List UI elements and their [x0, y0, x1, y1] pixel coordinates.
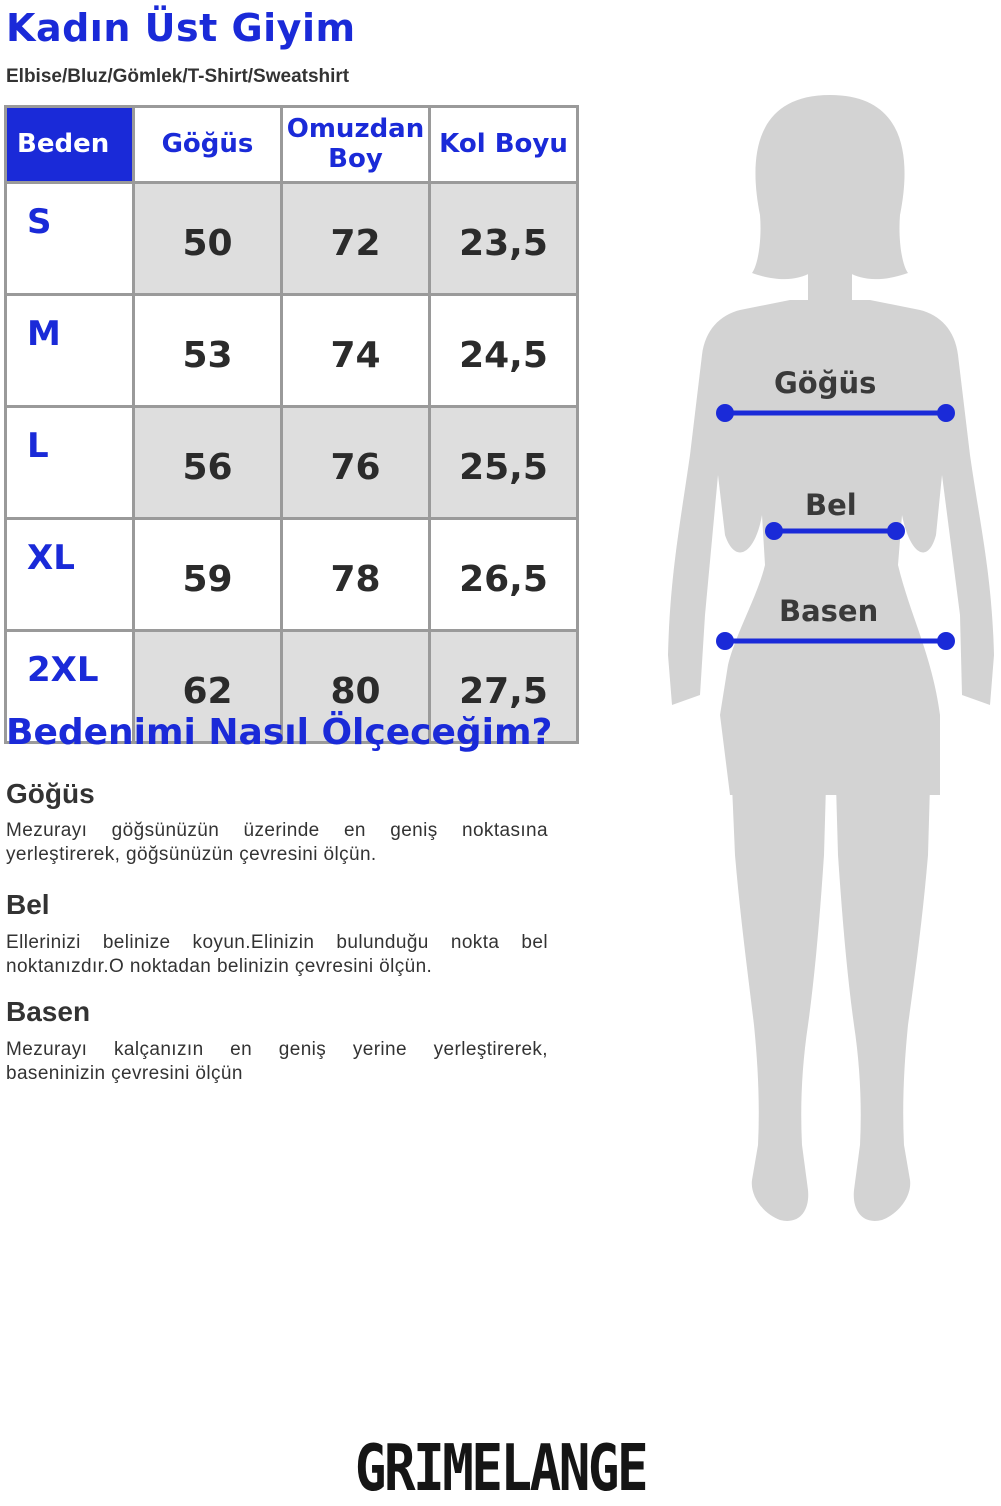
size-cell: L — [6, 407, 134, 519]
bel-section-text: Ellerinizi belinize koyun.Elinizin bulunduğu nokta bel noktanızdır.O noktadan belinizin çevresini ölçün. — [6, 932, 548, 977]
kol-cell: 27,5 — [430, 631, 578, 743]
basen-label: Basen — [779, 594, 879, 628]
size-cell: 2XL — [6, 631, 134, 743]
omuzdan-cell: 80 — [282, 631, 430, 743]
header-gogus: Göğüs — [134, 107, 282, 183]
table-row — [6, 519, 578, 631]
gogus-cell: 62 — [134, 631, 282, 743]
kol-cell: 24,5 — [430, 295, 578, 407]
page-title: Kadın Üst Giyim — [6, 6, 356, 50]
omuzdan-cell: 76 — [282, 407, 430, 519]
gogus-section-text: Mezurayı göğsünüzün üzerinde en geniş noktasına yerleştirerek, göğsünüzün çevresini ölçün. — [6, 820, 548, 865]
gogus-cell: 53 — [134, 295, 282, 407]
header-omuzdan-boy: Omuzdan Boy — [282, 107, 430, 183]
kol-cell: 23,5 — [430, 183, 578, 295]
body-silhouette — [640, 95, 1001, 1230]
gogus-label: Göğüs — [774, 366, 877, 400]
howto-title: Bedenimi Nasıl Ölçeceğim? — [6, 712, 553, 753]
bel-label: Bel — [805, 488, 857, 522]
size-cell: XL — [6, 519, 134, 631]
page-subtitle: Elbise/Bluz/Gömlek/T-Shirt/Sweatshirt — [6, 66, 350, 87]
table-header-row — [6, 107, 578, 183]
omuzdan-cell: 78 — [282, 519, 430, 631]
table-row — [6, 407, 578, 519]
brand-logo: GRIMELANGE — [354, 1432, 647, 1506]
table-row — [6, 295, 578, 407]
gogus-cell: 50 — [134, 183, 282, 295]
kol-cell: 26,5 — [430, 519, 578, 631]
gogus-cell: 59 — [134, 519, 282, 631]
gogus-cell: 56 — [134, 407, 282, 519]
bel-section-title: Bel — [6, 889, 50, 920]
header-kol-boyu: Kol Boyu — [430, 107, 578, 183]
kol-cell: 25,5 — [430, 407, 578, 519]
size-cell: S — [6, 183, 134, 295]
table-row — [6, 183, 578, 295]
size-table — [4, 105, 579, 744]
gogus-section-title: Göğüs — [6, 778, 95, 809]
size-cell: M — [6, 295, 134, 407]
header-beden: Beden — [6, 107, 134, 183]
basen-section-title: Basen — [6, 996, 91, 1027]
omuzdan-cell: 72 — [282, 183, 430, 295]
omuzdan-cell: 74 — [282, 295, 430, 407]
basen-section-text: Mezurayı kalçanızın en geniş yerine yerleştirerek, baseninizin çevresini ölçün — [6, 1039, 548, 1084]
